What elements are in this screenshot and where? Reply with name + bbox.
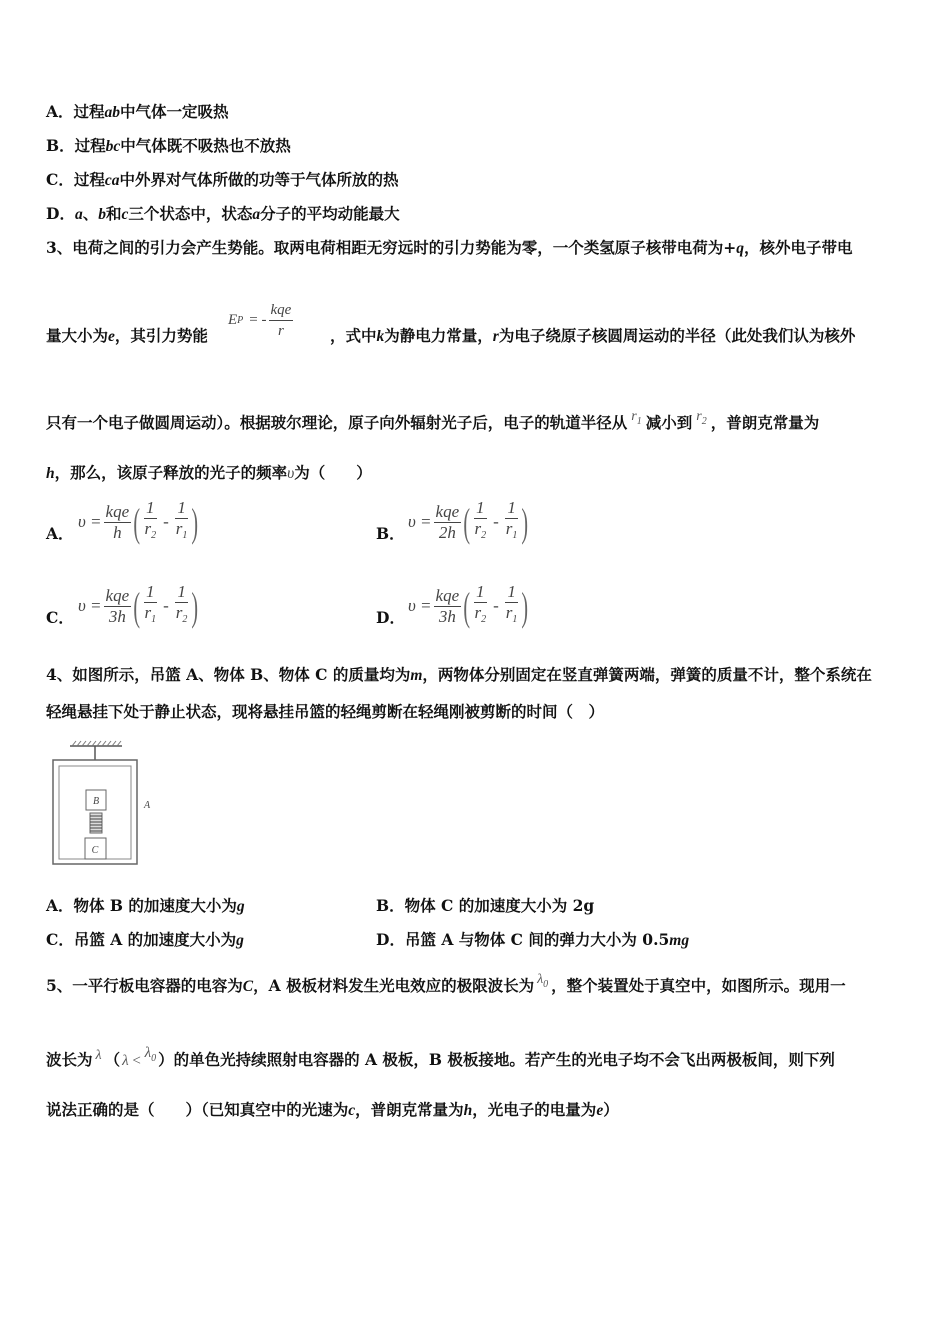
subscript: 0 — [151, 1053, 157, 1064]
nu-symbol: υ — [287, 465, 295, 482]
numerator: 1 — [476, 582, 485, 601]
fraction — [142, 582, 158, 630]
lambda-inequality — [122, 1045, 157, 1069]
var: mg — [669, 932, 690, 949]
text: 轻绳悬挂下处于静止状态，现将悬挂吊篮的轻绳剪断在轻绳刚被剪断的时间（ ） — [46, 702, 605, 721]
text: 只有一个电子做圆周运动）。根据玻尔理论，原子向外辐射光子后，电子的轨道半径从 — [46, 413, 628, 432]
var: e — [596, 1102, 604, 1119]
minus: - — [493, 596, 499, 615]
fraction — [504, 582, 520, 630]
label-b: B — [92, 796, 100, 807]
subscript: 2 — [182, 614, 188, 625]
q3-line-1 — [46, 237, 853, 260]
formula-lhs: υ = — [78, 512, 102, 531]
q3-line-2-cont — [330, 325, 855, 348]
var: r — [505, 519, 513, 538]
text: ，核外电子带电 — [744, 238, 853, 257]
minus: - — [163, 512, 169, 531]
var: q — [736, 240, 745, 257]
subscript: 1 — [636, 416, 642, 427]
subscript: 2 — [151, 530, 157, 541]
text: ，普朗克常量为 — [355, 1100, 464, 1119]
fraction — [104, 586, 132, 627]
var: λ — [144, 1045, 152, 1061]
text: 量大小为 — [46, 326, 109, 345]
text: 波长为 — [46, 1050, 93, 1069]
lambda-symbol: λ — [95, 1048, 102, 1063]
text: 3、电荷之间的引力会产生势能。取两电荷相距无穷远时的引力势能为零，一个类氢原子核带电荷为+ — [46, 238, 737, 257]
denominator — [504, 603, 520, 630]
q3-line-3 — [46, 409, 820, 441]
var: r — [175, 519, 183, 538]
subscript: 1 — [182, 530, 188, 541]
numerator: 1 — [507, 582, 516, 601]
numerator: kqe — [105, 585, 130, 605]
text: ） — [603, 1100, 619, 1119]
var: r — [631, 409, 637, 424]
text: 为（ ） — [294, 463, 372, 482]
q4-option-b — [376, 895, 594, 917]
text: ，那么，该原子释放的光子的频率 — [54, 463, 288, 482]
option-text: A．物体 B 的加速度大小为 — [46, 896, 237, 915]
numerator: 1 — [177, 582, 186, 601]
denominator: 3h — [438, 606, 456, 626]
var: g — [236, 932, 244, 949]
subscript: 0 — [543, 979, 549, 990]
q2-option-b — [46, 135, 291, 158]
text: ，普朗克常量为 — [710, 413, 820, 432]
var: bc — [105, 138, 121, 155]
r1-symbol — [631, 409, 642, 427]
var: m — [410, 667, 423, 684]
q3-option-c-formula — [78, 582, 199, 630]
var: a — [74, 206, 83, 223]
operator: < — [132, 1053, 141, 1069]
fraction — [472, 498, 488, 546]
q4-option-a — [46, 895, 245, 918]
q3-line-4 — [46, 462, 372, 485]
denominator — [504, 519, 520, 546]
option-text: B．物体 C 的加速度大小为 2g — [376, 896, 595, 915]
q4-line-2 — [46, 701, 604, 723]
formula-lhs: υ = — [408, 512, 432, 531]
q3-option-a-label: A． — [46, 524, 74, 543]
subscript: 2 — [481, 530, 487, 541]
text: 三个状态中，状态 — [128, 204, 253, 223]
numerator: 1 — [146, 582, 155, 601]
text: 减小到 — [645, 413, 693, 432]
q3-option-a-formula — [78, 498, 199, 546]
numerator: 1 — [507, 498, 516, 517]
q3-option-b-label: B． — [376, 524, 405, 543]
q3-option-b-formula — [408, 498, 529, 546]
var: c — [348, 1102, 356, 1119]
minus: - — [163, 596, 169, 615]
text: 的单色光持续照射电容器的 A 极板，B 极板接地。若产生的光电子均不会飞出两极板间，则下列 — [173, 1050, 835, 1069]
option-text: 中气体既不吸热也不放热 — [120, 136, 291, 155]
var: g — [236, 898, 245, 915]
subscript: 1 — [512, 614, 518, 625]
formula-lhs: υ = — [78, 596, 102, 615]
option-label: D． — [46, 204, 75, 223]
numerator: 1 — [177, 498, 186, 517]
text: 5、一平行板电容器的电容为 — [46, 976, 243, 995]
denominator — [472, 519, 488, 546]
var: b — [98, 206, 106, 223]
var: r — [696, 409, 702, 424]
var: r — [505, 603, 513, 622]
var: ab — [104, 104, 121, 121]
q5-line-2 — [46, 1045, 835, 1078]
text: 说法正确的是（ ）（已知真空中的光速为 — [46, 1100, 349, 1119]
potential-energy-formula — [228, 300, 295, 341]
numerator: 1 — [476, 498, 485, 517]
text: （ — [104, 1050, 121, 1069]
q3-option-d-formula — [408, 582, 529, 630]
text: ，光电子的电量为 — [472, 1100, 597, 1119]
text: ，A 极板材料发生光电效应的极限波长为 — [253, 976, 535, 995]
var: r — [474, 603, 482, 622]
denominator — [142, 603, 158, 630]
var: a — [252, 206, 261, 223]
text: ，两物体分别固定在竖直弹簧两端，弹簧的质量不计，整个系统在 — [422, 665, 872, 684]
fraction — [142, 498, 158, 546]
formula-equals: = - — [249, 312, 267, 328]
var: c — [121, 206, 129, 223]
q4-option-d — [376, 929, 689, 952]
label-a: A — [144, 800, 151, 811]
text: 4、如图所示，吊篮 A、物体 B、物体 C 的质量均为 — [46, 665, 411, 684]
formula-lhs: υ = — [408, 596, 432, 615]
denominator — [174, 603, 190, 630]
option-text: D．吊篮 A 与物体 C 间的弹力大小为 0.5 — [376, 930, 670, 949]
label-c: C — [91, 845, 99, 856]
option-label: B．过程 — [46, 136, 106, 155]
right-paren: ) — [191, 583, 199, 629]
left-paren: ( — [463, 583, 471, 629]
var: λ — [537, 972, 544, 987]
denominator — [174, 519, 190, 546]
fraction — [472, 582, 488, 630]
formula-symbol: E — [228, 312, 238, 328]
q3-option-c-label: C． — [46, 608, 74, 627]
var: h — [46, 465, 55, 482]
subscript: 1 — [151, 614, 157, 625]
r2-symbol — [696, 409, 707, 427]
fraction — [104, 502, 132, 543]
var: C — [242, 978, 254, 995]
lambda0-rhs — [144, 1045, 157, 1064]
fraction — [174, 498, 190, 546]
text: 为静电力常量， — [384, 326, 493, 345]
left-paren: ( — [463, 499, 471, 545]
option-text: 中气体一定吸热 — [120, 102, 229, 121]
option-text: C．吊篮 A 的加速度大小为 — [46, 930, 237, 949]
text: ，其引力势能 — [114, 326, 208, 345]
subscript: 2 — [701, 416, 707, 427]
var: r — [474, 519, 482, 538]
option-label: C．过程 — [46, 170, 105, 189]
var: r — [144, 519, 152, 538]
text: ） — [158, 1050, 174, 1069]
var: r — [175, 603, 183, 622]
right-paren: ) — [191, 499, 199, 545]
q2-option-d — [46, 203, 400, 226]
fraction — [434, 586, 462, 627]
denominator: 3h — [108, 606, 126, 626]
fraction — [504, 498, 520, 546]
denominator: 2h — [438, 522, 456, 542]
numerator: kqe — [435, 585, 460, 605]
q5-line-3 — [46, 1099, 619, 1122]
right-paren: ) — [521, 499, 529, 545]
numerator: kqe — [269, 300, 294, 321]
text: 、 — [82, 204, 99, 223]
text: ，整个装置处于真空中，如图所示。现用一 — [551, 976, 846, 995]
denominator — [472, 603, 488, 630]
q4-option-c — [46, 929, 244, 952]
var: r — [492, 328, 499, 345]
q3-line-2 — [46, 325, 208, 348]
option-text: 中外界对气体所做的功等于气体所放的热 — [119, 170, 399, 189]
text: 为电子绕原子核圆周运动的半径（此处我们认为核外 — [498, 326, 856, 345]
minus: - — [493, 512, 499, 531]
option-label: A．过程 — [46, 102, 105, 121]
var: ca — [104, 172, 120, 189]
q4-line-1 — [46, 664, 872, 687]
fraction — [434, 502, 462, 543]
basket-spring-figure — [50, 740, 160, 870]
q2-option-c — [46, 169, 399, 192]
fraction — [269, 300, 294, 341]
lambda0-symbol — [537, 972, 549, 990]
text: ，式中 — [330, 326, 377, 345]
q3-option-d-label: D． — [376, 608, 405, 627]
denominator — [142, 519, 158, 546]
var: k — [376, 328, 385, 345]
numerator: kqe — [105, 501, 130, 521]
text: 分子的平均动能最大 — [260, 204, 400, 223]
var: h — [463, 1102, 473, 1119]
var: λ — [122, 1053, 129, 1069]
denominator: h — [113, 522, 122, 542]
left-paren: ( — [133, 583, 141, 629]
fraction — [174, 582, 190, 630]
denominator: r — [277, 323, 284, 339]
text: 和 — [105, 204, 122, 223]
q5-line-1 — [46, 972, 846, 1004]
var: r — [144, 603, 152, 622]
numerator: kqe — [435, 501, 460, 521]
subscript: 1 — [512, 530, 518, 541]
numerator: 1 — [146, 498, 155, 517]
left-paren: ( — [133, 499, 141, 545]
subscript: 2 — [481, 614, 487, 625]
right-paren: ) — [521, 583, 529, 629]
subscript: P — [237, 315, 244, 326]
q2-option-a — [46, 101, 229, 124]
var: e — [108, 328, 115, 345]
